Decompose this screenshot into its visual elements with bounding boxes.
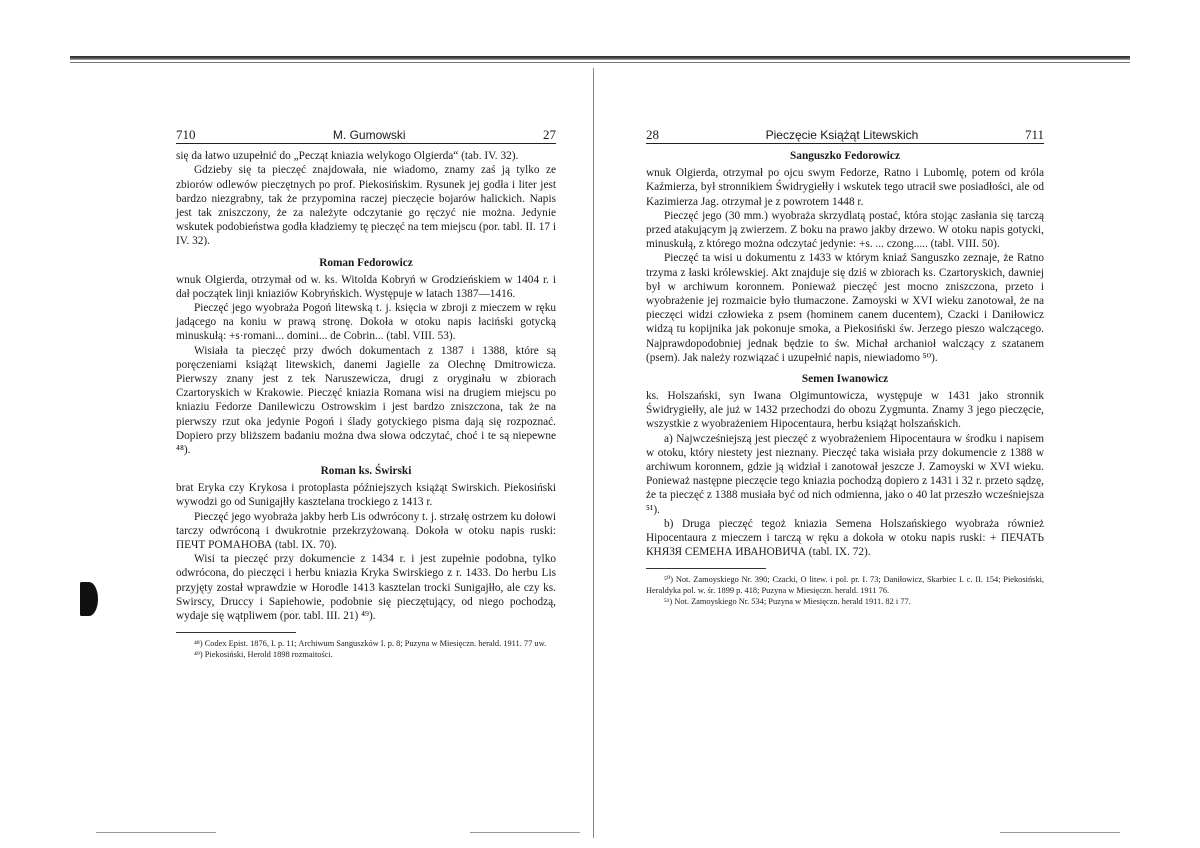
- paragraph: Pieczęć ta wisi u dokumentu z 1433 w którym kniaź Sanguszko zeznaje, że Ratno trzyma z łaski królewskiej. Akt znajduje się dziś w zbiorach ks. Czartoryskich, dawniej był w archiwum koronnem. Ponieważ pieczęć jest mocno zniszczona, przeto i wyobrażenie jej rozmaicie było tłumaczone. Zamoyski w XVI wieku zanotował, że na pieczęci widzi człowieka z psem (hominem canem ducentem), Czacki i Daniłowicz widzą tu kopijnika jak pokonuje smoka, a Piekosiński św. Jerzego pieszo walczącego. Najprawdopodobniej jednak będzie to św. Michał archanioł walczący z szatanem (psem). Jak należy rozwiązać i uzupełnić napis, niewiadomo ⁵⁰).: [646, 252, 1044, 364]
- scan-bottom-edge-left: [96, 832, 216, 833]
- book-gutter: [593, 68, 594, 838]
- right-page: [646, 128, 1044, 607]
- scan-bleed-mark: [80, 582, 98, 616]
- right-running-head: [646, 128, 1044, 144]
- scan-top-edge: [70, 56, 1130, 60]
- section-heading: Roman ks. Świrski: [320, 465, 412, 478]
- paragraph: Wisi ta pieczęć przy dokumencie z 1434 r. i jest zupełnie podobna, tylko odwrócona, do pieczęci i herbu kniazia Kryka Swirskiego z r. 1433. Do herbu Lis przyjęty został wprawdzie w Horodle 1413 kasztelan trocki Sunigajłło, ale czy ks. Swirscy, Druccy i Sapiehowie, podobnie się pieczętujący, od niego pochodzą, wydaje się wątpliwem (por. tabl. III. 21) ⁴⁹).: [176, 553, 556, 623]
- paragraph: wnuk Olgierda, otrzymał od w. ks. Witolda Kobryń w Grodzieńskiem w 1404 r. i dał początek linji kniaziów Kobryńskich. Występuje w latach 1387—1416.: [176, 273, 556, 300]
- right-running-title: Pieczęcie Książąt Litewskich: [765, 128, 919, 142]
- paragraph: a) Najwcześniejszą jest pieczęć z wyobrażeniem Hipocentaura w środku i napisem w otoku, który niestety jest nieznany. Pieczęć taka wisiała przy dokumencie z 1388 w archiwum koronnem, gdzie ją widział i zanotował jeszcze J. Zamoyski w XVI wieku. Ponieważ następne pieczęcie tego kniazia pochodzą dopiero z 1431 i 32 r. przeto sądzę, że ta pieczęć z 1388 musiała być od nich odmienna, jako o 40 lat przeszło wcześniejsza ⁵¹).: [646, 432, 1044, 516]
- scan-bottom-edge-center: [470, 832, 580, 833]
- left-page: [176, 128, 556, 660]
- right-book-page-number: 711: [1024, 127, 1044, 142]
- section-heading: Roman Fedorowicz: [319, 256, 413, 269]
- left-running-title: M. Gumowski: [332, 128, 406, 142]
- paragraph: Pieczęć jego wyobraża jakby herb Lis odwrócony t. j. strzałę ostrzem ku dołowi tarczy odwróconą i dwukrotnie przekrzyżowaną. Dokoła w otoku napis ruski: ПЕЧТ РОМАНОВА (tabl. IX. 70).: [176, 510, 557, 552]
- footnote: ⁴⁹) Piekosiński, Herold 1898 rozmaitości.: [194, 650, 333, 660]
- section-heading: Semen Iwanowicz: [801, 373, 889, 386]
- paragraph: Gdzieby się ta pieczęć znajdowała, nie wiadomo, znamy zaś ją tylko ze zbiorów odlewów pieczętnych po prof. Piekosińskim. Rysunek jej godła i liter jest bardzo niezgrabny, tak że przypomina raczej pieczęcie bojarów halickich. Napis jest tak zniszczony, że za należyte odczytanie go ręczyć nie można. Jedynie wskutek podobieństwa godła kładziemy tę pieczęć na tem miejscu (por. tabl. II. 17 i IV. 32).: [176, 164, 556, 248]
- footnote: ⁴⁸) Codex Epist. 1876, I. p. 11; Archiwum Sanguszków I. p. 8; Puzyna w Miesięczn. herald. 1911. 77 uw.: [194, 639, 547, 649]
- footnote: ⁵¹) Not. Zamoyskiego Nr. 534; Puzyna w Miesięczn. herald 1911. 82 i 77.: [664, 597, 911, 607]
- paragraph: ks. Holszański, syn Iwana Olgimuntowicza, występuje w 1431 jako stronnik Świdrygiełły, ale już w 1432 przechodzi do obozu Zygmunta. Znamy 3 jego pieczęcie, wszystkie z wyobrażeniem Hipocentaura, herbu książąt holszańskich.: [646, 390, 1044, 431]
- paragraph: się da łatwo uzupełnić do „Pecząt kniazia welykogo Olgierda“ (tab. IV. 32).: [176, 150, 519, 163]
- footnote-separator: [646, 568, 766, 569]
- paragraph: brat Eryka czy Krykosa i protoplasta późniejszych książąt Swirskich. Piekosiński wywodzi go od Sunigajłły kasztelana trockiego z 1413 r.: [176, 482, 556, 509]
- left-running-head: [176, 128, 556, 144]
- footnote-separator: [176, 632, 296, 633]
- paragraph: b) Druga pieczęć tegoż kniazia Semena Holszańskiego wyobraża również Hipocentaura z mieczem i tarczą w ręku a dokoła w otoku napis ruski: + ПЕЧАТЬ КНЯЗЯ СЕМЕНА ИВАНОВИЧА (tabl. IX. 72).: [646, 517, 1044, 559]
- right-article-page-number: 28: [646, 127, 659, 142]
- section-heading: Sanguszko Fedorowicz: [790, 150, 900, 163]
- paragraph: Wisiała ta pieczęć przy dwóch dokumentach z 1387 i 1388, które są poręczeniami książąt litewskich, danemi Jagielle za Olechnę Dmitrowicza. Pierwszy znany jest z tek Naruszewicza, drugi z oryginału w zbiorach Czartoryskich w Krakowie. Pieczęć kniazia Romana wisi na drugiem miejscu po kniaziu Fedorze Danilewiczu Ostrowskim i jest bardzo zniszczona, tak że na pierwszy rzut oka jedynie Pogoń i ślady gotyckiego pisma dają się rozpoznać. Dopiero przy bliższem badaniu można dwa słowa odczytać, choć i te są niepewne ⁴⁸).: [176, 344, 556, 457]
- scan-top-edge-line: [70, 62, 1130, 63]
- paragraph: Pieczęć jego (30 mm.) wyobraża skrzydlatą postać, która stojąc zasłania się tarczą przed atakującym ją zwierzem. Z boku na prawo jakby drzewo. W otoku napis gotycki, minuskułą, z którego można odczytać jedynie: +s. ... czong..... (tabl. VIII. 50).: [646, 209, 1044, 251]
- scan-bottom-edge-right: [1000, 832, 1120, 833]
- footnote: ⁵⁰) Not. Zamoyskiego Nr. 390; Czacki, O litew. i pol. pr. I. 73; Daniłowicz, Skarbiec I. c. II. 154; Piekosiński, Heraldyka pol. w. śr. 1899 p. 418; Puzyna w Miesięczn. herald. 1911 76.: [646, 575, 1044, 596]
- paragraph: wnuk Olgierda, otrzymał po ojcu swym Fedorze, Ratno i Lubomlę, potem od króla Kaźmierza, był stronnikiem Świdrygiełły i wskutek tego utracił swe posiadłości, ale od Kazimierza Jag. otrzymał je z powrotem 1448 r.: [646, 167, 1044, 208]
- left-article-page-number: 27: [543, 127, 556, 142]
- left-book-page-number: 710: [176, 127, 196, 142]
- paragraph: Pieczęć jego wyobraża Pogoń litewską t. j. księcia w zbroji z mieczem w ręku jadącego na koniu w prawą stronę. Dokoła w otoku napis łaciński gotycką minuskułą: +s·romani... domini... de Cobrin... (tabl. VIII. 53).: [176, 302, 556, 343]
